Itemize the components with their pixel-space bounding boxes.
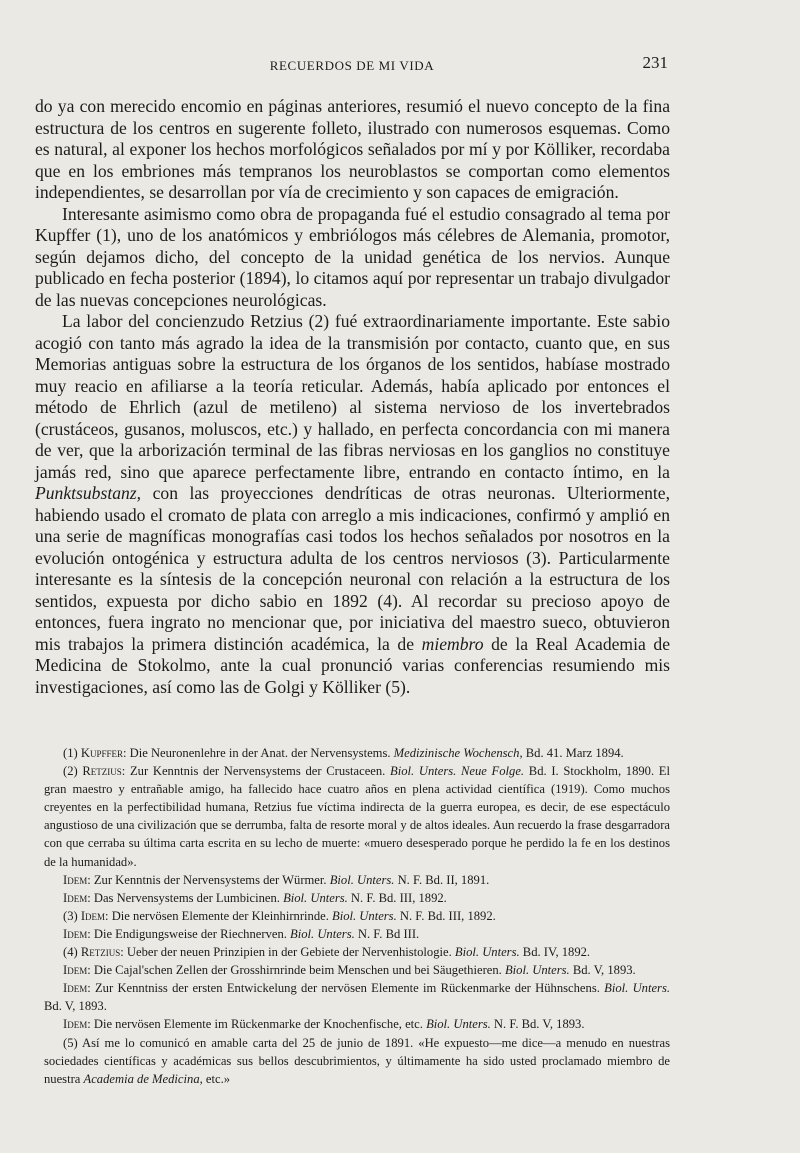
footnote-source: Academia de Medicina, — [83, 1071, 203, 1086]
footnote-author: Idem: — [63, 872, 91, 887]
footnote-tail: N. F. Bd III. — [354, 926, 420, 941]
footnote-source: Biol. Unters. — [283, 890, 348, 905]
footnote — [44, 762, 670, 871]
footnote-author: Idem: — [63, 1017, 91, 1032]
main-text — [35, 96, 670, 698]
page-number: 231 — [642, 53, 668, 72]
footnote-source: Biol. Unters. — [504, 963, 570, 978]
footnote-text: Das Nervensystems der Lumbicinen. — [90, 890, 284, 905]
footnote-number: (2) — [63, 764, 78, 779]
footnote-source: Biol. Unters. — [426, 1017, 491, 1032]
footnote — [44, 943, 670, 961]
footnote-author: Retzius: — [80, 945, 124, 960]
footnote-text: Die Cajal'schen Zellen der Grosshirnrinde beim Menschen und bei Säugethieren. — [90, 963, 505, 978]
paragraph-3-part-2: con las proyecciones dendríticas de otras neuronas. Ulteriormente, habiendo usado el cromato de plata con arreglo a mis indicaciones, confirmó y amplió en una serie de magníficas monografías casi todos los hechos señalados por nosotros en la evolución ontogénica y estructura adulta de los centros nerviosos (3). Particularmente interesante es la síntesis de la concepción neuronal con relación a la estructura de los sentidos, expuesta por dicho sabio en 1892 (4). Al recordar su precioso apoyo de entonces, fuera ingrato no mencionar que, por iniciativa del maestro sueco, obtuvieron mis trabajos la primera distinción académica, la de — [35, 483, 670, 654]
paragraph-3-part-3: de la Real Academia de Medicina de Stokolmo, ante la cual pronunció varias conferencias resumiendo mis investigaciones, así como las de Golgi y Kölliker (5). — [35, 633, 671, 697]
footnote-number: (4) — [63, 945, 78, 960]
footnote-tail: N. F. Bd. V, 1893. — [490, 1017, 585, 1032]
footnote-tail: Bd. I. Stockholm, 1890. El gran maestro y entrañable amigo, ha fallecido hace cuatro años en plena actividad científica (1919). Como muchos creyentes en la perfectibilidad humana, Retzius fue víctima indirecta de la guerra europea, es decir, de ese espectáculo angustioso de una civilización que se derrumba, falta de resorte moral y de altos ideales. Aun recuerdo la frase desgarradora con que cerraba su última carta escrita en su lecho de muerte: «muero desesperado porque he perdido la fe en los destinos de la humanidad». — [44, 764, 671, 869]
footnote — [44, 1015, 670, 1033]
footnote-source: Biol. Unters. — [290, 926, 355, 941]
paragraph-2: Interesante asimismo como obra de propaganda fué el estudio consagrado al tema por Kupffer (1), uno de los anatómicos y embriólogos más célebres de Alemania, promotor, según dejamos dicho, del concepto de la unidad genética de los nervios. Aunque publicado en fecha posterior (1894), lo citamos aquí por representar un trabajo divulgador de las nuevas concepciones neurológicas. — [35, 203, 670, 310]
footnote-tail: Bd. V, 1893. — [44, 999, 107, 1014]
footnote-source: Medizinische Wochensch, — [393, 746, 523, 760]
footnote-number: (3) — [63, 908, 78, 923]
footnote-tail: N. F. Bd. III, 1892. — [347, 890, 447, 905]
footnote — [44, 961, 670, 979]
paragraph-1: do ya con merecido encomio en páginas anteriores, resumió el nuevo concepto de la fina estructura de los centros en sugerente folleto, ilustrado con numerosos esquemas. Como es natural, al exponer los hechos morfológicos señalados por mí y por Kölliker, recordaba que en los embriones más tempranos los neuroblastos se comportan como elementos independientes, se desarrollan por vía de crecimiento y son capaces de emigración. — [35, 96, 670, 202]
footnote-text: Zur Kenntniss der ersten Entwickelung der nervösen Elemente im Rückenmarke der Hühnschens. — [90, 981, 605, 996]
footnote-tail: Bd. IV, 1892. — [519, 945, 591, 960]
footnote-number: (5) — [63, 1035, 78, 1050]
footnote — [44, 925, 670, 943]
footnote-tail: N. F. Bd. III, 1892. — [396, 908, 496, 923]
footnote-tail: Bd. V, 1893. — [569, 963, 636, 978]
footnote-text: Ueber der neuen Prinzipien in der Gebiete der Nervenhistologie. — [123, 945, 455, 960]
footnote — [44, 907, 670, 925]
footnote-text: Die nervösen Elemente der Kleinhirnrinde. — [108, 908, 333, 923]
running-title: RECUERDOS DE MI VIDA — [269, 58, 435, 73]
term-punktsubstanz: Punktsubstanz, — [35, 483, 142, 503]
paragraph-3 — [35, 311, 670, 698]
footnote-source: Biol. Unters. — [454, 945, 520, 960]
footnote-tail: etc.» — [202, 1071, 231, 1086]
term-miembro: miembro — [421, 633, 484, 654]
footnote — [44, 1034, 670, 1088]
footnote-source: Biol. Unters. Neue Folge. — [390, 764, 525, 779]
footnote-source: Biol. Unters. — [332, 908, 397, 923]
footnote-tail: N. F. Bd. II, 1891. — [394, 872, 490, 887]
footnote — [44, 871, 670, 889]
footnote-author: Idem: — [63, 981, 91, 996]
footnote-author: Idem: — [80, 908, 109, 923]
footnote-author: Idem: — [63, 926, 91, 941]
footnote-author: Idem: — [63, 890, 91, 905]
footnote-text: Así me lo comunicó en amable carta del 25 de junio de 1891. «He expuesto—me dice—a menudo en nuestras sociedades científicas y académicas sus bellos descubrimientos, y últimamente ha sido usted proclamado miembro de nuestra — [44, 1035, 670, 1086]
footnotes — [44, 744, 670, 1088]
footnote-number: (1) — [63, 746, 78, 760]
footnote — [44, 744, 670, 762]
footnote-text: Die Endigungsweise der Riechnerven. — [90, 926, 291, 941]
footnote-author: Idem: — [63, 963, 91, 978]
footnote-text: Zur Kenntnis der Nervensystems der Würmer. — [90, 872, 330, 887]
footnote-author: Retzius: — [82, 764, 126, 779]
footnote-text: Die Neuronenlehre in der Anat. der Nervensystems. — [126, 746, 394, 760]
footnote-text: Zur Kenntnis der Nervensystems der Crustaceen. — [125, 764, 391, 779]
footnote-text: Die nervösen Elemente im Rückenmarke der Knochenfische, etc. — [90, 1017, 427, 1032]
paragraph-3-part-1: La labor del concienzudo Retzius (2) fué extraordinariamente importante. Este sabio acogió con tanto más agrado la idea de la transmisión por contacto, cuanto que, en sus Memorias antiguas sobre la estructura de los órganos de los sentidos, habíase mostrado muy reacio en afiliarse a la teoría reticular. Además, había aplicado por entonces el método de Ehrlich (azul de metileno) al sistema nervioso de los invertebrados (crustáceos, gusanos, moluscos, etc.) y hallado, en perfecta concordancia con mi manera de ver, que la arborización terminal de las fibras nerviosas en los ganglios no constituye jamás red, sino que aparece perfectamente libre, entrando en contacto íntimo, en la — [35, 311, 670, 482]
footnote-source: Biol. Unters. — [329, 872, 395, 887]
footnote-tail: Bd. 41. Marz 1894. — [522, 746, 624, 760]
footnote-source: Biol. Unters. — [604, 981, 671, 996]
footnote — [44, 979, 670, 1015]
footnote-author: Kupffer: — [80, 746, 127, 760]
footnote — [44, 889, 670, 907]
